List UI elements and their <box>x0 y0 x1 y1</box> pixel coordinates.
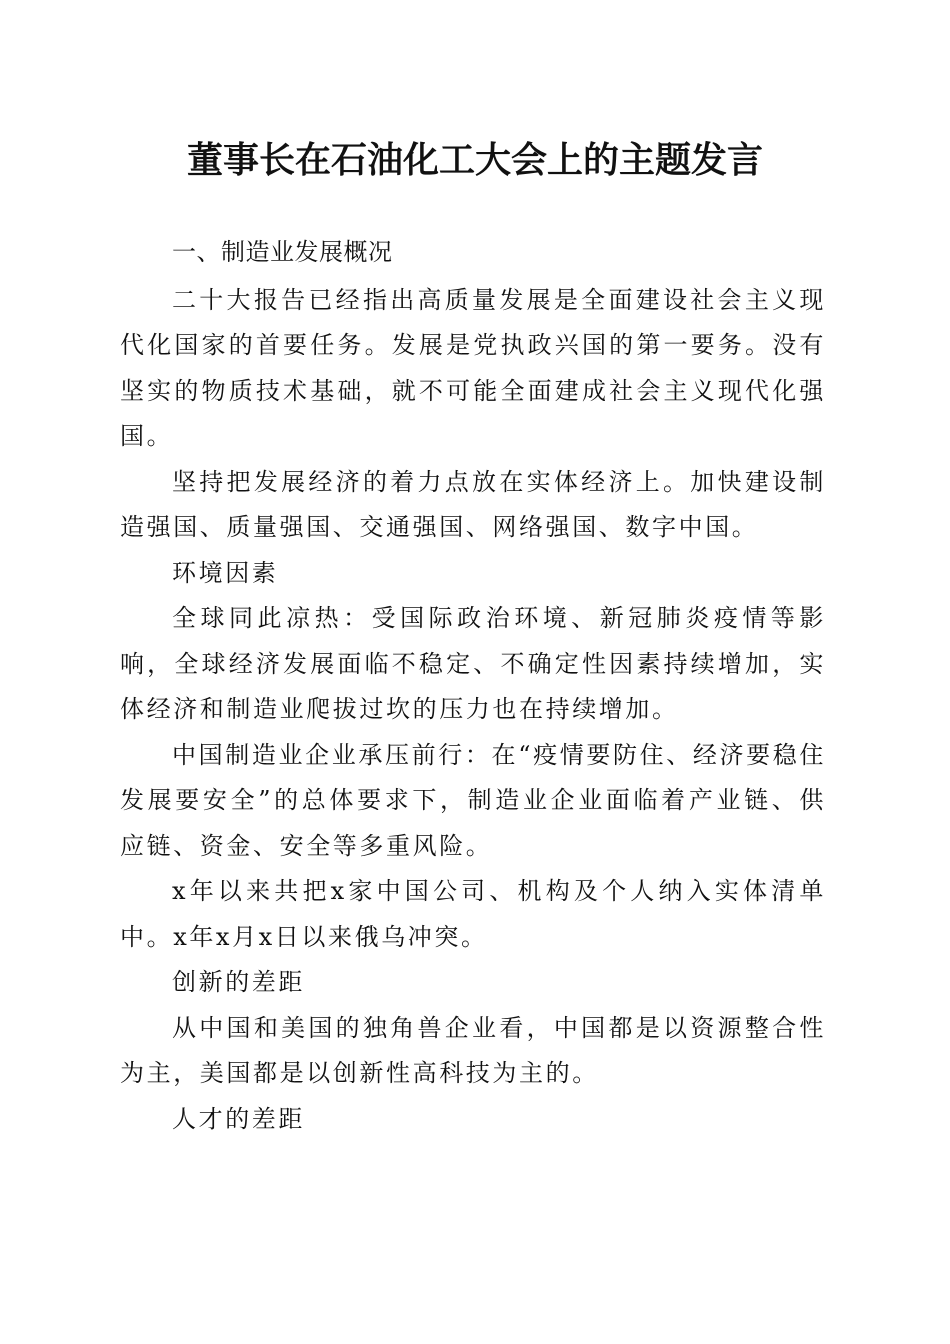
subheading: 创新的差距 <box>172 968 305 996</box>
paragraph: 中国制造业企业承压前行：在“疫情要防住、经济要稳住发展要安全”的总体要求下，制造业企业面临着产业链、供应链、资金、安全等多重风险。 <box>120 740 826 860</box>
section-heading: 一、制造业发展概况 <box>172 238 393 266</box>
paragraph: 二十大报告已经指出高质量发展是全面建设社会主义现代化国家的首要任务。发展是党执政兴国的第一要务。没有坚实的物质技术基础，就不可能全面建成社会主义现代化强国。 <box>120 285 826 450</box>
paragraph: x年以来共把x家中国公司、机构及个人纳入实体清单中。x年x月x日以来俄乌冲突。 <box>120 877 826 951</box>
document-body <box>120 230 826 1142</box>
paragraph: 全球同此凉热：受国际政治环境、新冠肺炎疫情等影响，全球经济发展面临不稳定、不确定性因素持续增加，实体经济和制造业爬拔过坎的压力也在持续增加。 <box>120 604 826 723</box>
subheading: 人才的差距 <box>172 1104 305 1133</box>
document-title: 董事长在石油化工大会上的主题发言 <box>186 139 763 181</box>
paragraph: 从中国和美国的独角兽企业看，中国都是以资源整合性为主，美国都是以创新性高科技为主的。 <box>120 1013 826 1087</box>
paragraph: 坚持把发展经济的着力点放在实体经济上。加快建设制造强国、质量强国、交通强国、网络强国、数字中国。 <box>120 467 826 541</box>
subheading: 环境因素 <box>172 558 279 587</box>
